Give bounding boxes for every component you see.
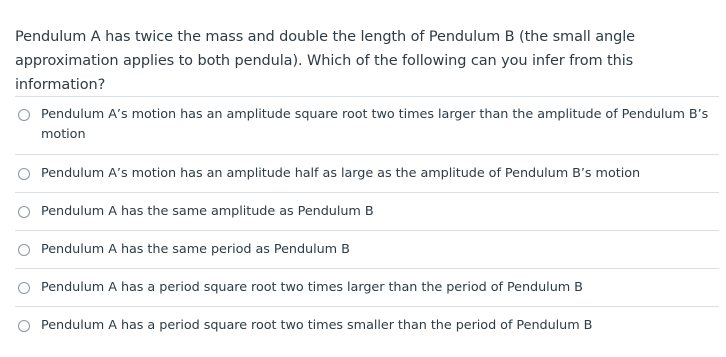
radio-button-4[interactable] xyxy=(18,244,30,256)
radio-button-5[interactable] xyxy=(18,282,30,294)
radio-button-2[interactable] xyxy=(18,168,30,180)
answer-list xyxy=(15,96,719,344)
answer-label-4: Pendulum A has the same period as Pendulum B xyxy=(41,242,350,257)
answer-option-2[interactable] xyxy=(15,154,719,192)
answer-option-5[interactable] xyxy=(15,268,719,306)
answer-label-3: Pendulum A has the same amplitude as Pendulum B xyxy=(41,204,374,219)
answer-option-4[interactable] xyxy=(15,230,719,268)
answer-option-6[interactable] xyxy=(15,306,719,344)
radio-button-1[interactable] xyxy=(18,109,30,121)
answer-label-6: Pendulum A has a period square root two times smaller than the period of Pendulum B xyxy=(41,318,593,333)
answer-label-5: Pendulum A has a period square root two times larger than the period of Pendulum B xyxy=(41,280,583,295)
question-text: Pendulum A has twice the mass and double the length of Pendulum B (the small angle approximation applies to both pendula). Which of the following can you infer from this information? xyxy=(15,29,635,93)
answer-label-2: Pendulum A’s motion has an amplitude half as large as the amplitude of Pendulum B’s motion xyxy=(41,166,641,181)
answer-label-1: Pendulum A’s motion has an amplitude square root two times larger than the amplitude of Pendulum B’s motion xyxy=(41,107,709,142)
radio-button-3[interactable] xyxy=(18,206,30,218)
radio-button-6[interactable] xyxy=(18,320,30,332)
answer-option-3[interactable] xyxy=(15,192,719,230)
answer-option-1[interactable] xyxy=(15,96,719,154)
